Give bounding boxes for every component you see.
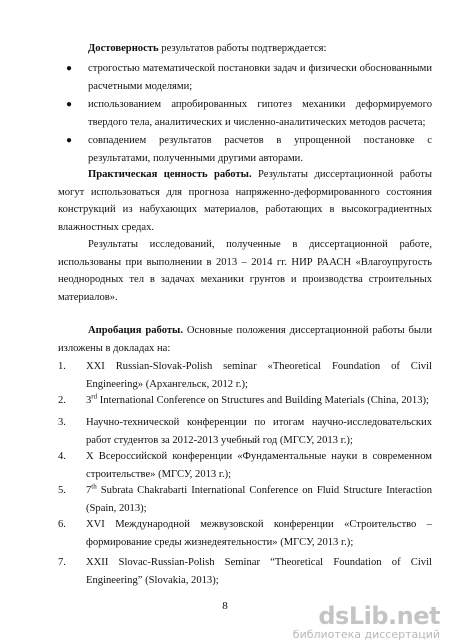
bullet-icon: ● (66, 135, 73, 146)
approbation-heading: Апробация работы. (88, 325, 183, 336)
practical-value-heading: Практическая ценность работы. (88, 169, 252, 180)
page-number: 8 (222, 600, 228, 612)
practical-value-paragraph (58, 166, 432, 236)
reliability-paragraph (88, 40, 432, 58)
reliability-text: результатов работы подтверждается: (161, 43, 327, 54)
approbation-paragraph (58, 322, 432, 357)
reliability-heading: Достоверность (88, 43, 159, 54)
watermark-logo (293, 604, 440, 641)
bullet-icon: ● (66, 99, 73, 110)
practical-value-text: Результаты диссертационной работы могут использоваться для прогноза напряженно-деформированного состояния конструкций из набухающих материалов, работающих в высокоградиентных влажностных средах. (58, 169, 433, 233)
results-paragraph: Результаты исследований, полученные в диссертационной работе, использованы при выполнении в 2013 – 2014 гг. НИР РААСН «Влагоупругость неоднородных тел в задачах механики грунтов и производства строительных материалов». (58, 239, 432, 303)
document-page: Достоверность результатов работы подтверждается: ● строгостью математической постановки задач и физически обоснованными расчетными моделями; ● использованием апробированных гипотез механики деформируемого твердого тела, аналитических и численно-аналитических методов расчета; ● совпадением результатов расчетов в упрощенной постановке с результатами, полученными другими авторами. Практическая ценность работы. Результаты диссертационной работы могут использоваться для прогноза напряженно-деформированного состояния конструкций из набухающих материалов, работающих в высокоградиентных влажностных средах. Результаты исследований, полученные в диссертационной работе, использованы при выполнении в 2013 – 2014 гг. НИР РААСН «Влагоупругость неоднородных тел в задачах механики грунтов и производства строительных материалов». Апробация работы. Основные положения диссертационной работы были изложены в докладах на: 1. XXI Russian-Slovak-Polish seminar «Theoretical Foundation of Civil Engineering» (Архангельск, 2012 г.); 2. 3rd International Conference on Structures and Building Materials (China, 2013); 3. Научно-технической конференции по итогам научно-исследовательских работ студентов за 2012-2013 учебный год (МГСУ, 2013 г.); 4. X Всероссийской конференции «Фундаментальные науки в современном строительстве» (МГСУ, 2013 г.); 5. 7th Subrata Chakrabarti International Conference on Fluid Structure Interaction (Spain, 2013); 6. XVI Международной межвузовской конференции «Строительство – формирование среды жизнедеятельности» (МГСУ, 2013 г.); 7. XXII Slovac-Russian-Polish Seminar “Theoretical Foundation of Civil Engineering” (Slovakia, 2013); 8 dsLib.net библиотека диссертаций (0, 0, 450, 636)
dslib-subtitle: библиотека диссертаций (292, 628, 440, 641)
approbation-text: Основные положения диссертационной работы были изложены в докладах на: (58, 325, 432, 354)
bullet-icon: ● (66, 63, 73, 74)
dslib-logo: dsLib.net (318, 602, 440, 630)
